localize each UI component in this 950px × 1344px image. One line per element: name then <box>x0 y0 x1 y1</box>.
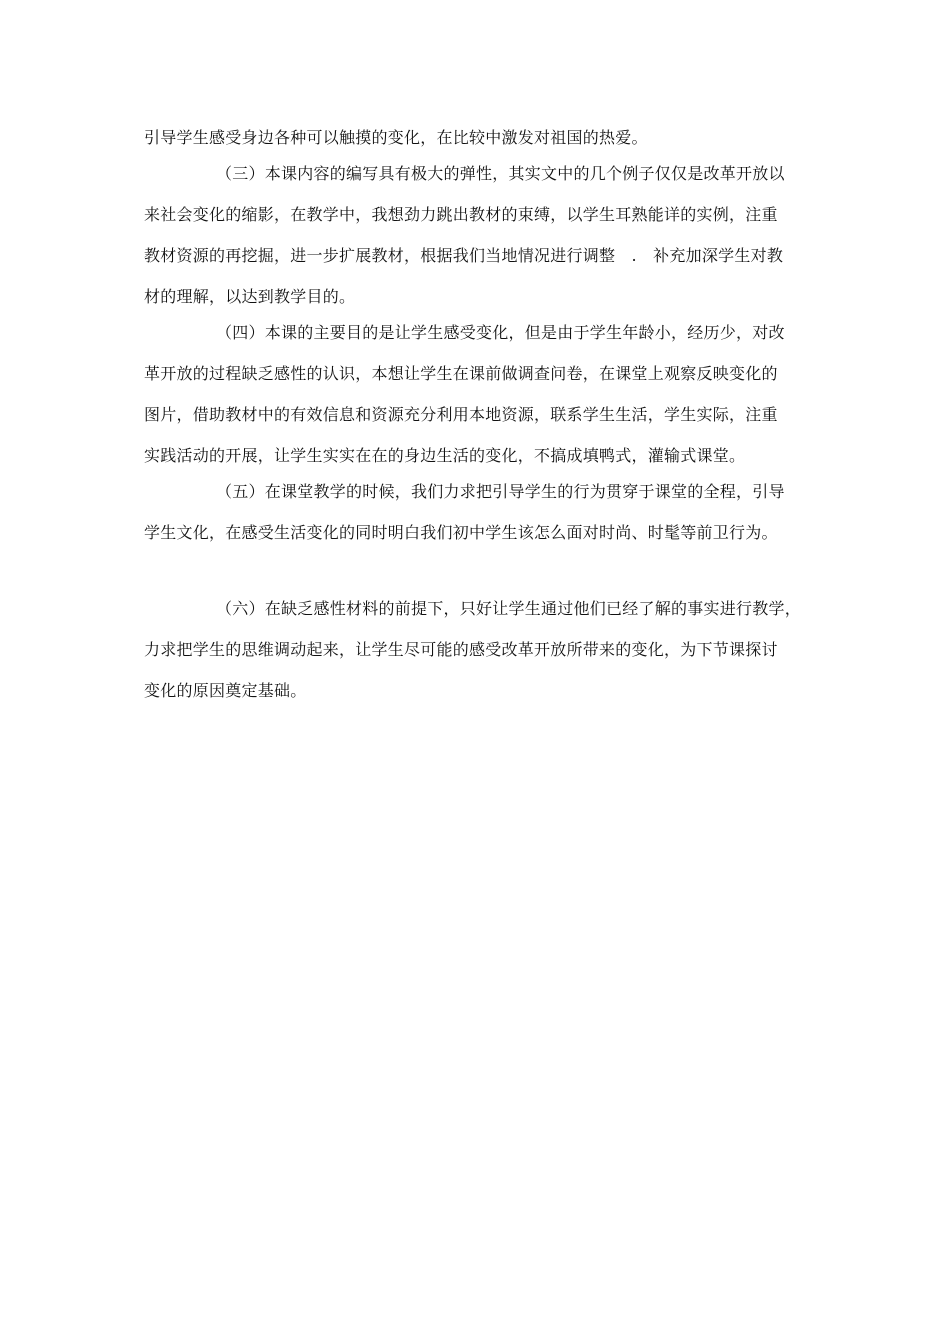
paragraph-3-line-3: 教材资源的再挖掘，进一步扩展教材，根据我们当地情况进行调整 . 补充加深学生对教 <box>144 246 784 265</box>
paragraph-4-line-2: 革开放的过程缺乏感性的认识，本想让学生在课前做调查问卷，在课堂上观察反映变化的 <box>144 364 778 383</box>
paragraph-6-line-1: （六）在缺乏感性材料的前提下，只好让学生通过他们已经了解的事实进行教学， <box>216 599 802 618</box>
paragraph-2-line-1: 引导学生感受身边各种可以触摸的变化，在比较中激发对祖国的热爱。 <box>144 128 648 147</box>
paragraph-3-line-2: 来社会变化的缩影，在教学中，我想劲力跳出教材的束缚，以学生耳熟能详的实例，注重 <box>144 205 778 224</box>
paragraph-5-line-2: 学生文化，在感受生活变化的同时明白我们初中学生该怎么面对时尚、时髦等前卫行为。 <box>144 523 778 542</box>
paragraph-3-line-1: （三）本课内容的编写具有极大的弹性，其实文中的几个例子仅仅是改革开放以 <box>216 164 785 183</box>
paragraph-6-line-2: 力求把学生的思维调动起来，让学生尽可能的感受改革开放所带来的变化，为下节课探讨 <box>144 640 778 659</box>
paragraph-5-line-1: （五）在课堂教学的时候，我们力求把引导学生的行为贯穿于课堂的全程，引导 <box>216 482 785 501</box>
paragraph-4-line-3: 图片，借助教材中的有效信息和资源充分利用本地资源，联系学生生活，学生实际，注重 <box>144 405 778 424</box>
paragraph-3-line-4: 材的理解，以达到教学目的。 <box>144 287 356 306</box>
paragraph-4-line-4: 实践活动的开展，让学生实实在在的身边生活的变化，不搞成填鸭式，灌输式课堂。 <box>144 446 746 465</box>
paragraph-6-line-3: 变化的原因奠定基础。 <box>144 681 307 700</box>
paragraph-4-line-1: （四）本课的主要目的是让学生感受变化，但是由于学生年龄小，经历少，对改 <box>216 323 785 342</box>
